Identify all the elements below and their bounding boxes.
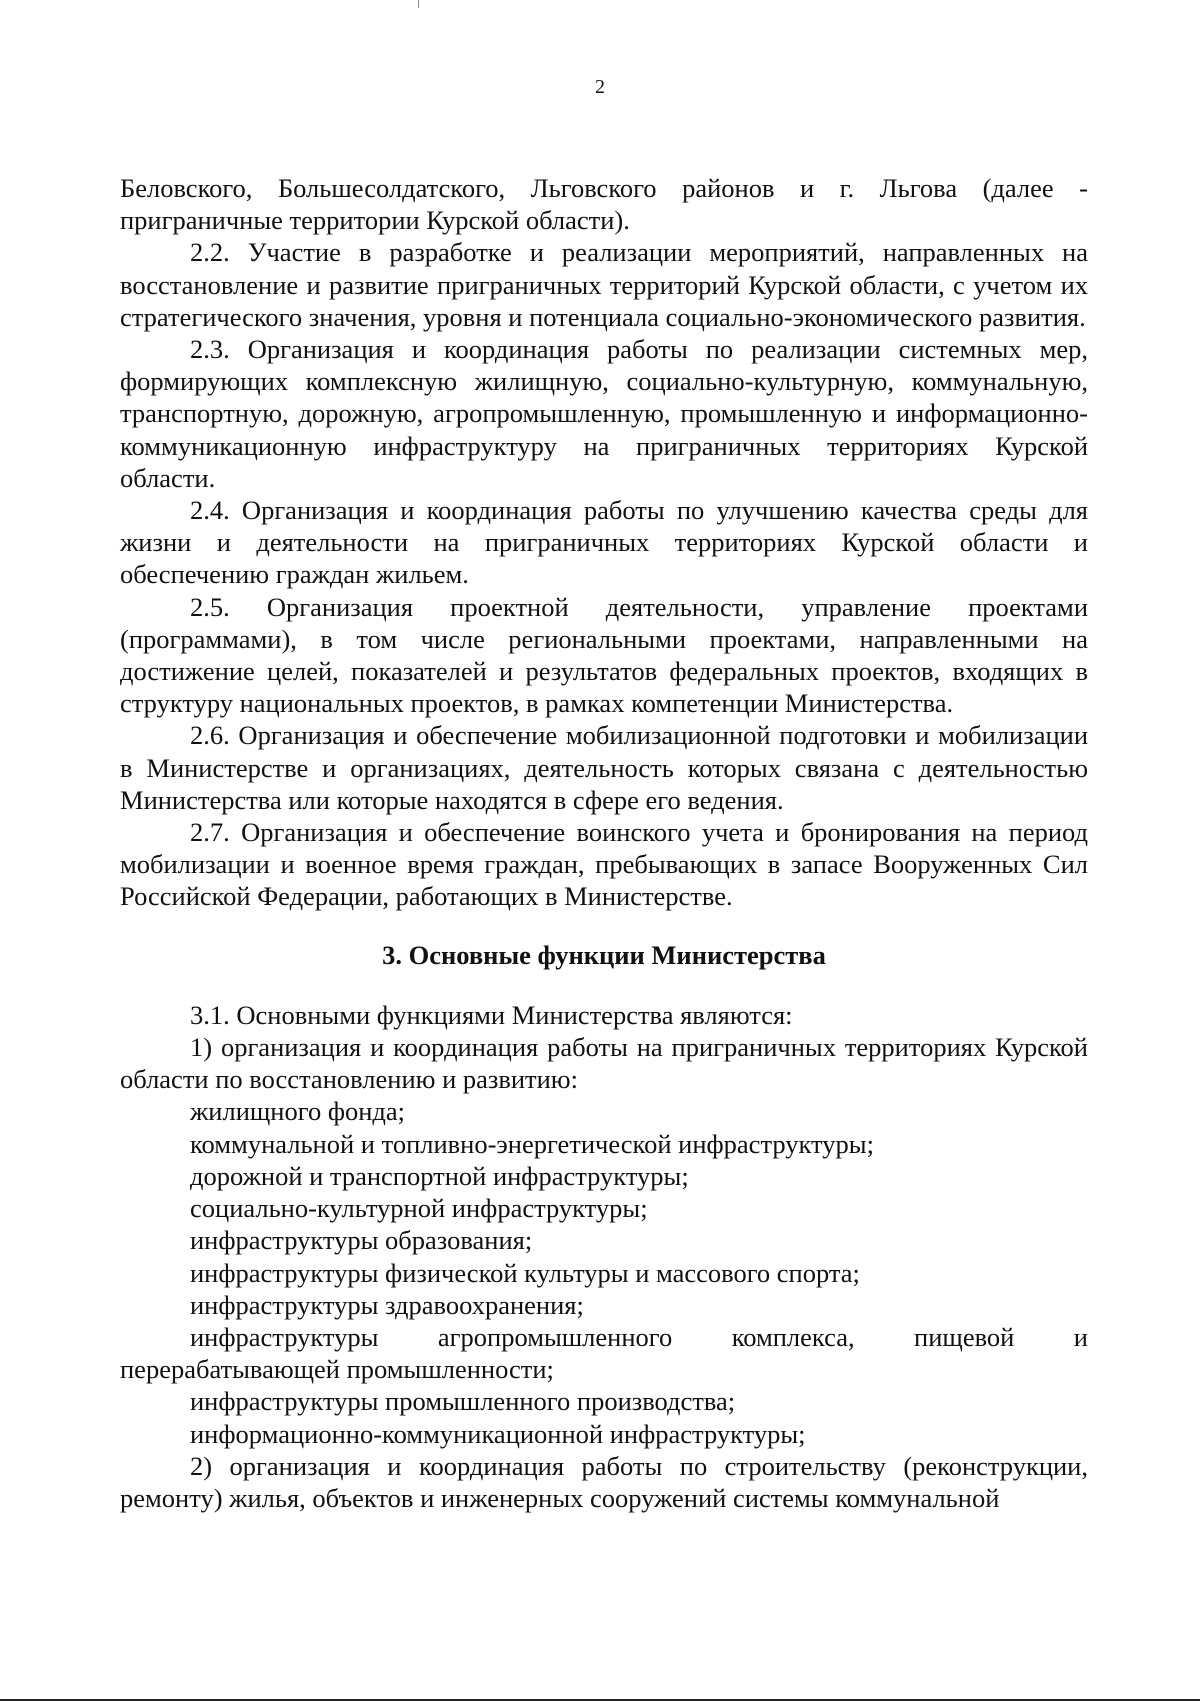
list-item-roads: дорожной и транспортной инфраструктуры;	[190, 1160, 689, 1191]
paragraph-2-2: 2.2. Участие в разработке и реализации мероприятий, направленных на восстановление и развитие приграничных территорий Курской области, с учетом их стратегического значения, уровня и потенциала социально-экономического развития.	[120, 237, 1088, 332]
function-item-2: 2) организация и координация работы по строительству (реконструкции, ремонту) жилья, объектов и инженерных сооружений системы коммунальной	[120, 1450, 1088, 1513]
list-item-sport: инфраструктуры физической культуры и массового спорта;	[190, 1257, 860, 1288]
document-body	[120, 172, 1088, 1514]
paragraph-3-1: 3.1. Основными функциями Министерства являются:	[190, 999, 793, 1030]
function-item-1: 1) организация и координация работы на приграничных территориях Курской области по восстановлению и развитию:	[120, 1032, 1088, 1095]
list-item-agro: инфраструктуры агропромышленного комплекса, пищевой и перерабатывающей промышленности;	[120, 1321, 1088, 1385]
paragraph-2-3: 2.3. Организация и координация работы по реализации системных мер, формирующих комплексную жилищную, социально-культурную, коммунальную, транспортную, дорожную, агропромышленную, промышленную и информационно-коммуникационную инфраструктуру на приграничных территориях Курской области.	[120, 334, 1088, 493]
page-number: 2	[595, 76, 605, 98]
list-item-housing: жилищного фонда;	[190, 1096, 406, 1127]
paragraph-2-5: 2.5. Организация проектной деятельности, управление проектами (программами), в том числе региональными проектами, направленными на достижение целей, показателей и результатов федеральных проектов, входящих в структуру национальных проектов, в рамках компетенции Министерства.	[120, 591, 1088, 719]
list-item-ict: информационно-коммуникационной инфраструктуры;	[190, 1418, 806, 1449]
list-item-industry: инфраструктуры промышленного производства;	[190, 1386, 736, 1417]
list-item-utilities: коммунальной и топливно-энергетической инфраструктуры;	[190, 1128, 874, 1159]
list-item-healthcare: инфраструктуры здравоохранения;	[190, 1289, 584, 1320]
scan-artifact-mark	[418, 0, 419, 8]
paragraph-2-4: 2.4. Организация и координация работы по улучшению качества среды для жизни и деятельности на приграничных территориях Курской области и обеспечению граждан жильем.	[120, 495, 1088, 590]
section-heading: 3. Основные функции Министерства	[382, 939, 826, 970]
list-item-education: инфраструктуры образования;	[190, 1225, 533, 1256]
paragraph-2-7: 2.7. Организация и обеспечение воинского учета и бронирования на период мобилизации и военное время граждан, пребывающих в запасе Вооруженных Сил Российской Федерации, работающих в Министерстве.	[120, 817, 1088, 912]
paragraph-2-6: 2.6. Организация и обеспечение мобилизационной подготовки и мобилизации в Министерстве и организациях, деятельность которых связана с деятельностью Министерства или которые находятся в сфере его ведения.	[120, 720, 1088, 815]
list-item-social-culture: социально-культурной инфраструктуры;	[190, 1193, 648, 1224]
paragraph-continuation: Беловского, Большесолдатского, Льговского районов и г. Льгова (далее - приграничные территории Курской области).	[120, 173, 1088, 236]
scan-edge-line	[0, 1699, 1200, 1701]
